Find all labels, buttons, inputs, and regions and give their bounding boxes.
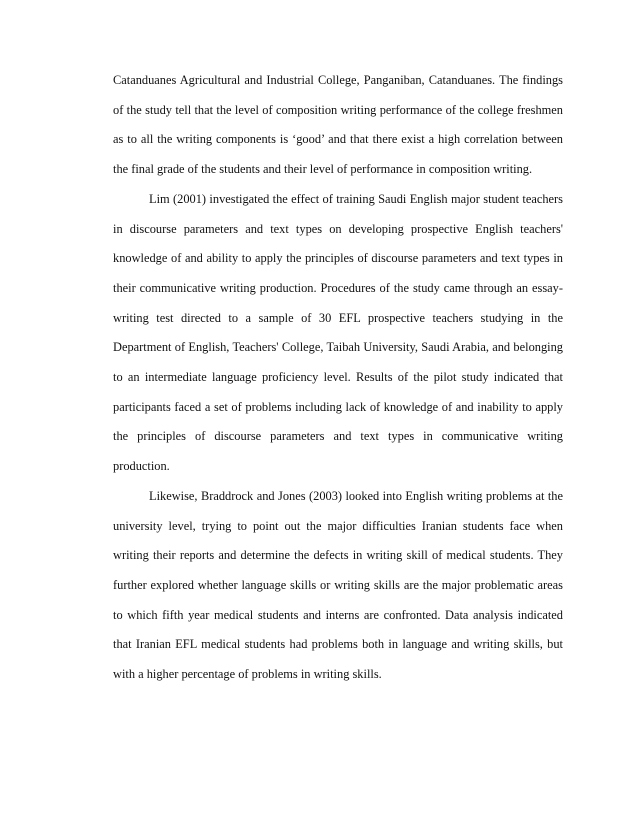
body-text <box>113 66 563 690</box>
paragraph-lim-2001: Lim (2001) investigated the effect of training Saudi English major student teachers in discourse parameters and text types on developing prospective English teachers' knowledge of and ability to apply the principles of discourse parameters and text types in their communicative writing production. Procedures of the study came through an essay-writing test directed to a sample of 30 EFL prospective teachers studying in the Department of English, Teachers' College, Taibah University, Saudi Arabia, and belonging to an intermediate language proficiency level. Results of the pilot study indicated that participants faced a set of problems including lack of knowledge of and inability to apply the principles of discourse parameters and text types in communicative writing production. <box>113 191 563 474</box>
paragraph-continuation: Catanduanes Agricultural and Industrial College, Panganiban, Catanduanes. The findings of the study tell that the level of composition writing performance of the college freshmen as to all the writing components is ‘good’ and that there exist a high correlation between the final grade of the students and their level of performance in composition writing. <box>113 73 563 177</box>
paragraph-braddrock-jones-2003: Likewise, Braddrock and Jones (2003) looked into English writing problems at the university level, trying to point out the major difficulties Iranian students face when writing their reports and determine the defects in writing skill of medical students. They further explored whether language skills or writing skills are the major problematic areas to which fifth year medical students and interns are confronted. Data analysis indicated that Iranian EFL medical students had problems both in language and writing skills, but with a higher percentage of problems in writing skills. <box>113 488 563 682</box>
